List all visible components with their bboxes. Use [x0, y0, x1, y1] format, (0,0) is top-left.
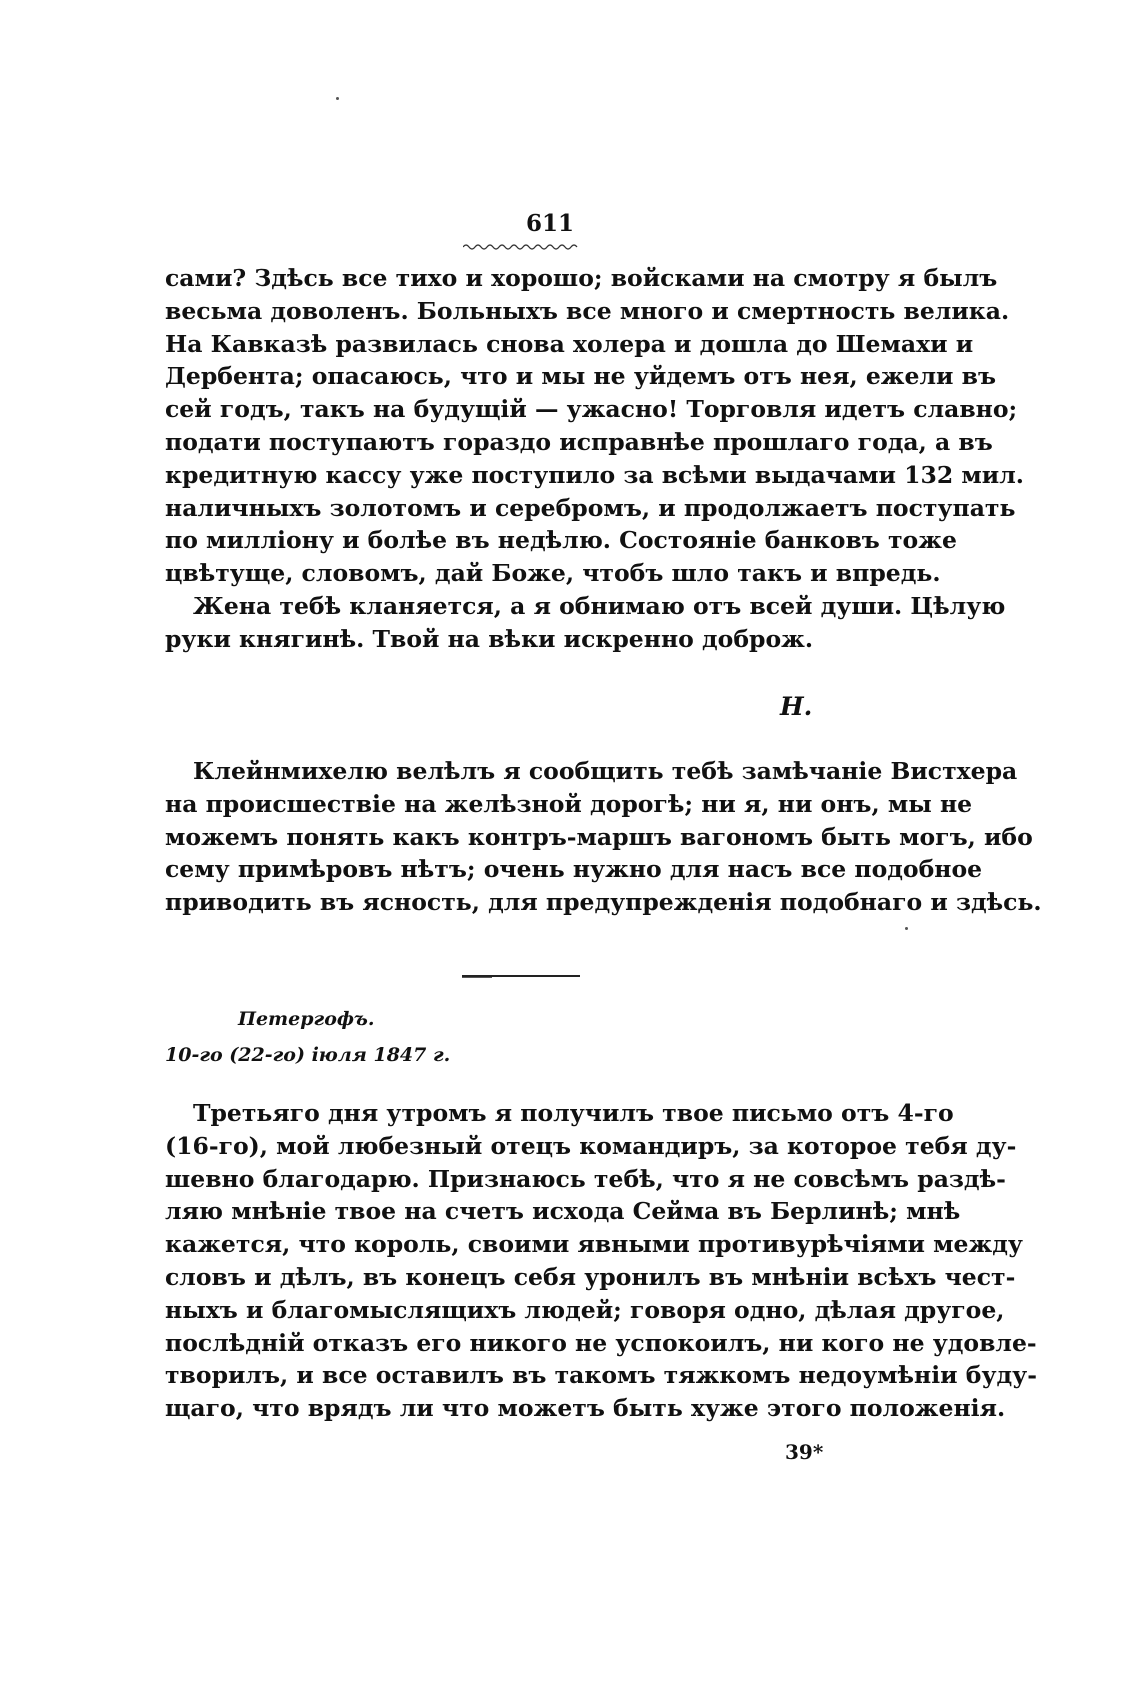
text-line: Клейнмихелю велѣлъ я сообщить тебѣ замѣчаніе Вистхера: [193, 757, 1018, 785]
text-line: цвѣтуще, словомъ, дай Боже, чтобъ шло такъ и впредь.: [165, 559, 941, 588]
scan-speck: [905, 927, 908, 930]
text-line: сему примѣровъ нѣтъ; очень нужно для насъ все подобное: [165, 855, 983, 884]
page-number: 611: [525, 210, 574, 237]
text-line: сами? Здѣсь все тихо и хорошо; войсками на смотру я былъ: [165, 264, 998, 292]
text-line: наличныхъ золотомъ и серебромъ, и продолжаетъ поступать: [165, 493, 1016, 522]
postscript-paragraph: [165, 755, 1042, 919]
text-line: на происшествіе на желѣзной дорогѣ; ни я, ни онъ, мы не: [165, 789, 973, 818]
wavy-rule-ornament: [463, 243, 578, 251]
text-line: Третьяго дня утромъ я получилъ твое письмо отъ 4-го: [193, 1099, 954, 1127]
text-line: щаго, что врядъ ли что можетъ быть хуже этого положенія.: [165, 1394, 1006, 1423]
text-line: творилъ, и все оставилъ въ такомъ тяжкомъ недоумѣніи буду-: [165, 1361, 1037, 1390]
text-line: подати поступаютъ гораздо исправнѣе прошлаго года, а въ: [165, 427, 993, 456]
text-line: ныхъ и благомыслящихъ людей; говоря одно, дѣлая другое,: [165, 1295, 1005, 1324]
text-line: по милліону и болѣе въ недѣлю. Состояніе банковъ тоже: [165, 526, 957, 555]
next-letter-paragraph: [165, 1097, 1037, 1425]
scan-speck: [336, 97, 339, 100]
section-divider-accent: [462, 977, 492, 978]
text-line: На Кавказѣ развилась снова холера и дошла до Шемахи и: [165, 329, 974, 358]
text-line: руки княгинѣ. Твой на вѣки искренно доброж.: [165, 624, 814, 653]
text-line: можемъ понять какъ контръ-маршъ вагономъ быть могъ, ибо: [165, 822, 1033, 851]
printer-signature-mark: 39*: [785, 1440, 824, 1464]
letter-paragraph-1: [165, 262, 1024, 590]
text-line: (16-го), мой любезный отецъ командиръ, за которое тебя ду-: [165, 1131, 1017, 1160]
text-line: словъ и дѣлъ, въ конецъ себя уронилъ въ мнѣніи всѣхъ чест-: [165, 1262, 1016, 1291]
text-line: ляю мнѣніе твое на счетъ исхода Сейма въ Берлинѣ; мнѣ: [165, 1197, 961, 1226]
text-line: весьма доволенъ. Больныхъ все много и смертность велика.: [165, 296, 1010, 325]
text-line: кредитную кассу уже поступило за всѣми выдачами 132 мил.: [165, 460, 1024, 489]
letter-date-heading: 10-го (22-го) іюля 1847 г.: [165, 1044, 451, 1066]
text-line: послѣдній отказъ его никого не успокоилъ, ни кого не удовле-: [165, 1328, 1037, 1357]
text-line: шевно благодарю. Признаюсь тебѣ, что я не совсѣмъ раздѣ-: [165, 1164, 1006, 1193]
text-line: Жена тебѣ кланяется, а я обнимаю отъ всей души. Цѣлую: [193, 592, 1006, 620]
text-line: кажется, что король, своими явными противурѣчіями между: [165, 1230, 1023, 1259]
signature-initial: Н.: [780, 692, 813, 721]
text-line: сей годъ, такъ на будущій — ужасно! Торговля идетъ славно;: [165, 395, 1018, 424]
letter-place-heading: Петергофъ.: [238, 1008, 375, 1030]
text-line: Дербента; опасаюсь, что и мы не уйдемъ отъ нея, ежели въ: [165, 362, 997, 391]
text-line: приводить въ ясность, для предупрежденія подобнаго и здѣсь.: [165, 888, 1042, 917]
letter-paragraph-2: [165, 590, 1006, 656]
